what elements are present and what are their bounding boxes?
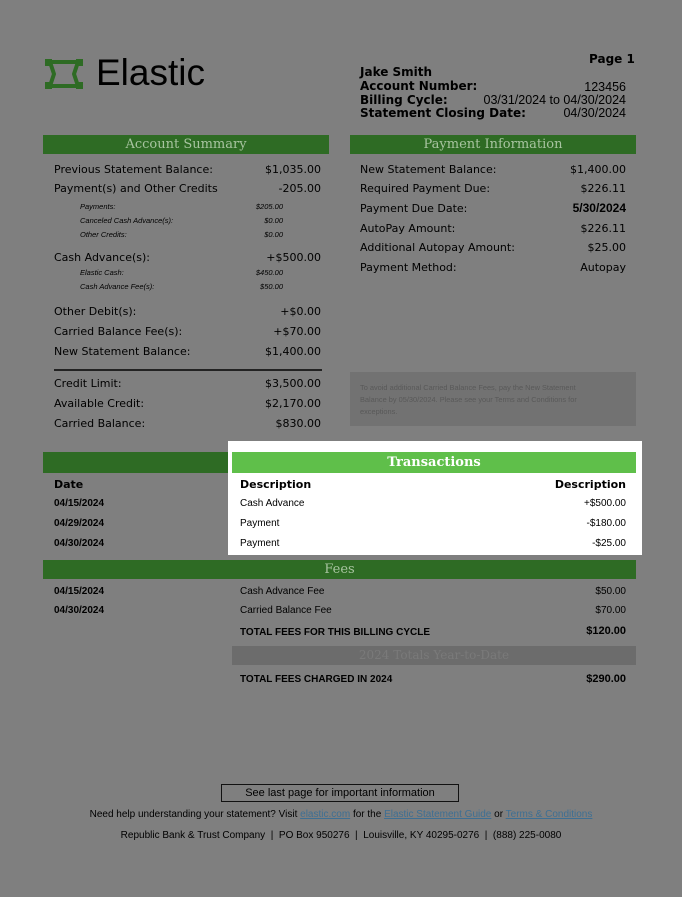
help-line [0, 809, 682, 820]
transaction-desc: Payment [240, 538, 280, 549]
transaction-amount: -$180.00 [586, 518, 626, 529]
payment-label: Payment Method: [360, 261, 457, 274]
payment-value: $1,400.00 [570, 163, 626, 176]
account-number-label: Account Number: [360, 79, 478, 93]
fees-title: Fees [43, 560, 636, 579]
customer-name: Jake Smith [360, 65, 433, 79]
transaction-date: 04/30/2024 [54, 538, 105, 549]
transactions-title: Transactions [232, 452, 636, 473]
payment-label: Payment Due Date: [360, 202, 468, 215]
summary-label: Available Credit: [54, 397, 145, 410]
total-year-value: $290.00 [586, 673, 626, 685]
elastic-link[interactable]: elastic.com [300, 809, 351, 820]
elastic-logo [44, 54, 214, 94]
summary-sub-label: Canceled Cash Advance(s): [80, 216, 174, 225]
transaction-desc: Cash Advance [240, 498, 305, 509]
logo-mark-icon [44, 58, 84, 90]
account-number: 123456 [584, 80, 626, 94]
summary-label: Other Debit(s): [54, 305, 137, 318]
summary-sub-value: $50.00 [260, 282, 283, 291]
fee-desc: Cash Advance Fee [240, 586, 325, 597]
transactions-bar-left [43, 452, 229, 473]
total-cycle-label: TOTAL FEES FOR THIS BILLING CYCLE [240, 627, 431, 638]
summary-value: $2,170.00 [265, 397, 321, 410]
summary-value: $3,500.00 [265, 377, 321, 390]
fee-desc: Carried Balance Fee [240, 605, 332, 616]
col-date-header: Date [54, 478, 84, 491]
bank-address: Republic Bank & Trust Company | PO Box 950276 | Louisville, KY 40295-0276 | (888) 225-0080 [120, 830, 562, 841]
summary-value: +$0.00 [280, 305, 321, 318]
transaction-date: 04/15/2024 [54, 498, 105, 509]
help-prefix: Need help understanding your statement? Visit [89, 809, 298, 820]
summary-sub-label: Elastic Cash: [80, 268, 124, 277]
summary-sub-value: $450.00 [255, 268, 283, 277]
payment-value: $226.11 [580, 222, 626, 235]
col-amount-header: Description [554, 478, 626, 491]
payment-note: To avoid additional Carried Balance Fees, pay the New Statement Balance by 05/30/2024. Please see your Terms and Conditions for exceptions. [360, 383, 577, 416]
summary-label: Carried Balance: [54, 417, 146, 430]
summary-value: $1,035.00 [265, 163, 321, 176]
logo-text: Elastic [96, 52, 205, 93]
payment-label: New Statement Balance: [360, 163, 497, 176]
summary-value: +$500.00 [266, 251, 321, 264]
payment-label: AutoPay Amount: [360, 222, 456, 235]
payment-due-date: 5/30/2024 [572, 201, 626, 215]
fee-amount: $70.00 [595, 605, 626, 616]
summary-sub-value: $0.00 [264, 216, 283, 225]
billing-cycle: 03/31/2024 to 04/30/2024 [483, 93, 626, 107]
summary-sub-label: Cash Advance Fee(s): [80, 282, 155, 291]
summary-value: +$70.00 [273, 325, 321, 338]
payment-note-box [350, 372, 636, 426]
summary-label: Cash Advance(s): [54, 251, 150, 264]
summary-label: Payment(s) and Other Credits [54, 182, 218, 195]
important-info-box: See last page for important information [221, 784, 459, 802]
summary-label: Credit Limit: [54, 377, 122, 390]
summary-value: $1,400.00 [265, 345, 321, 358]
payment-label: Required Payment Due: [360, 182, 491, 195]
page-number: Page 1 [589, 52, 635, 66]
summary-sub-value: $205.00 [255, 202, 283, 211]
summary-label: New Statement Balance: [54, 345, 191, 358]
payment-info-title: Payment Information [350, 135, 636, 154]
summary-label: Previous Statement Balance: [54, 163, 213, 176]
total-cycle-value: $120.00 [586, 625, 626, 637]
ytd-title: 2024 Totals Year-to-Date [232, 646, 636, 665]
transaction-amount: +$500.00 [584, 498, 626, 509]
payment-value: $25.00 [587, 241, 626, 254]
terms-link[interactable]: Terms & Conditions [505, 809, 593, 820]
transaction-desc: Payment [240, 518, 280, 529]
help-or: or [494, 809, 504, 820]
help-mid: for the [352, 809, 382, 820]
summary-sub-label: Other Credits: [80, 230, 127, 239]
fee-amount: $50.00 [595, 586, 626, 597]
statement-guide-link[interactable]: Elastic Statement Guide [384, 809, 492, 820]
fee-date: 04/30/2024 [54, 605, 105, 616]
account-summary-title: Account Summary [43, 135, 329, 154]
closing-date-label: Statement Closing Date: [360, 106, 526, 120]
summary-value: $830.00 [275, 417, 321, 430]
summary-sub-label: Payments: [80, 202, 116, 211]
transaction-amount: -$25.00 [592, 538, 626, 549]
payment-value: $226.11 [580, 182, 626, 195]
transaction-date: 04/29/2024 [54, 518, 105, 529]
payment-value: Autopay [580, 261, 626, 274]
total-year-label: TOTAL FEES CHARGED IN 2024 [240, 674, 393, 685]
payment-label: Additional Autopay Amount: [360, 241, 515, 254]
summary-label: Carried Balance Fee(s): [54, 325, 183, 338]
summary-divider [54, 369, 322, 371]
summary-value: -205.00 [278, 182, 321, 195]
fee-date: 04/15/2024 [54, 586, 105, 597]
billing-cycle-label: Billing Cycle: [360, 93, 448, 107]
col-description-header: Description [240, 478, 312, 491]
closing-date: 04/30/2024 [563, 106, 626, 120]
summary-sub-value: $0.00 [264, 230, 283, 239]
